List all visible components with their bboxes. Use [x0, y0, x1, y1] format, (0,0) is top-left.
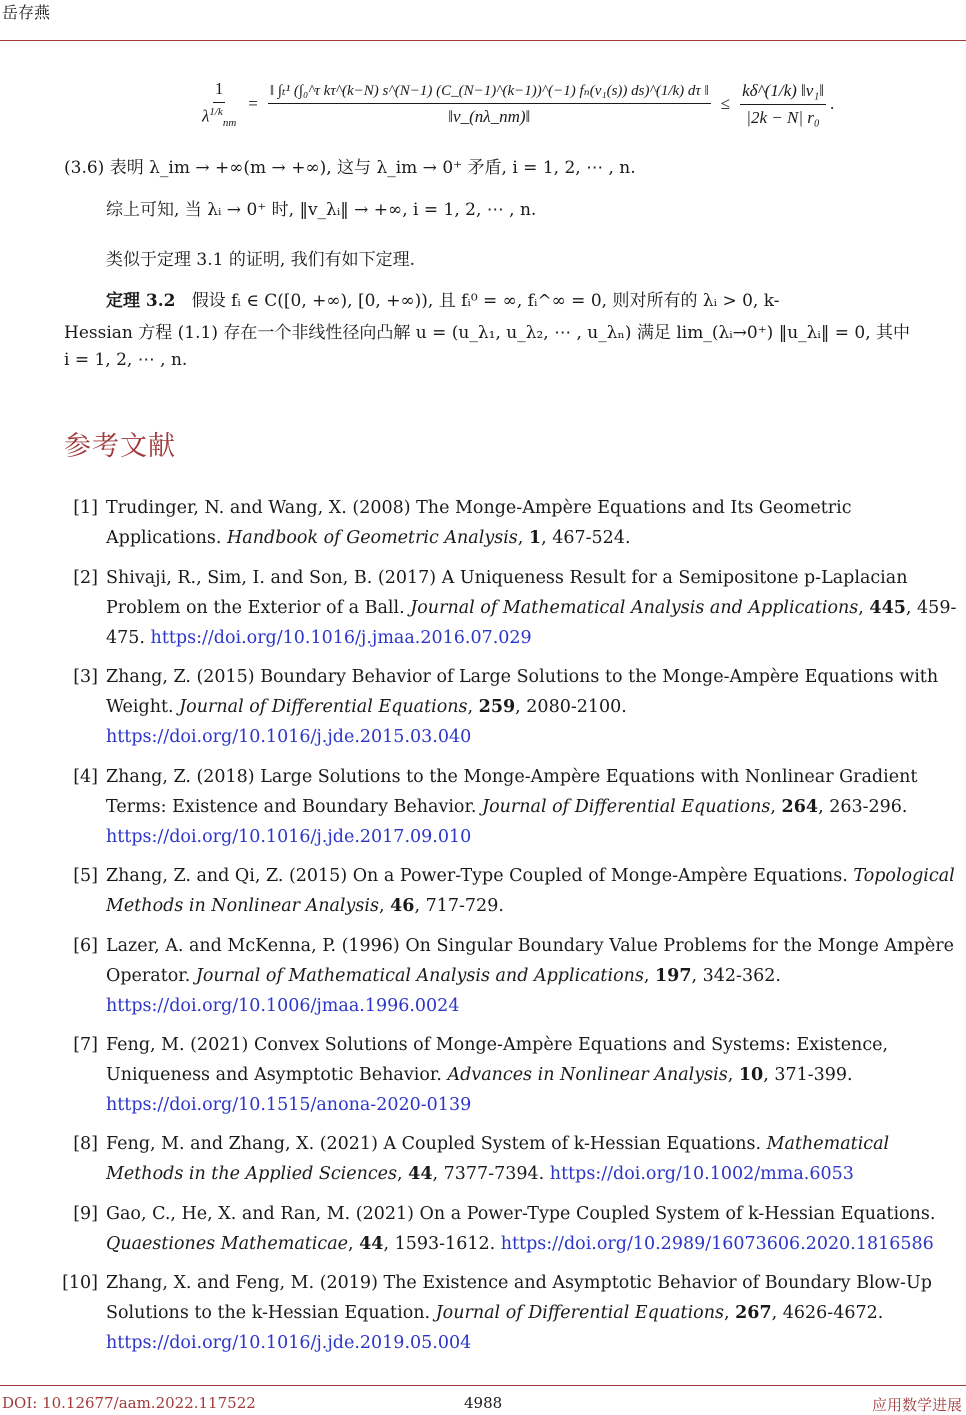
- reference-volume: 44: [408, 1164, 433, 1184]
- reference-body: Zhang, X. and Feng, M. (2019) The Existence and Asymptotic Behavior of Boundary Blow-Up Solutions to the k-Hessian Equation. Journal of Differential Equations, 267, 4626-4672. https://doi.org/10.1016/j.jde.2019.05.004: [106, 1273, 932, 1353]
- reference-pages: , 371-399.: [763, 1065, 853, 1085]
- references-heading: 参考文献: [64, 431, 176, 462]
- reference-authors-title: Feng, M. and Zhang, X. (2021) A Coupled System of k-Hessian Equations.: [106, 1134, 762, 1154]
- middle-denominator: ‖v_(nλ_nm)‖: [448, 107, 531, 126]
- reference-item: [60, 931, 964, 1021]
- summary-line: 综上可知, 当 λᵢ → 0⁺ 时, ‖v_λᵢ‖ → +∞, i = 1, 2, ⋯ , n.: [106, 200, 537, 220]
- reference-body: Trudinger, N. and Wang, X. (2008) The Monge-Ampère Equations and Its Geometric Applications. Handbook of Geometric Analysis, 1, 467-524.: [106, 498, 852, 548]
- header-divider: [0, 40, 966, 41]
- rhs-denominator: |2k − N| r₀: [746, 107, 820, 127]
- reference-volume: 197: [655, 966, 692, 986]
- reference-number: [1]: [73, 498, 98, 518]
- theorem-text-1: 假设 fᵢ ∈ C([0, +∞), [0, +∞)), 且 fᵢ⁰ = ∞, fᵢ^∞ = 0, 则对所有的 λᵢ > 0, k-: [191, 291, 780, 311]
- reference-journal: Journal of Mathematical Analysis and Applications: [195, 966, 644, 986]
- reference-doi-link[interactable]: https://doi.org/10.1002/mma.6053: [549, 1164, 854, 1184]
- reference-authors-title: Zhang, Z. (2015) Boundary Behavior of Large Solutions to the Monge-Ampère Equations with Weight.: [106, 667, 939, 717]
- lhs-lambda: λ: [202, 106, 210, 126]
- reference-journal: Advances in Nonlinear Analysis: [447, 1065, 728, 1085]
- reference-item: [60, 1199, 964, 1259]
- reference-journal: Journal of Differential Equations: [482, 797, 771, 817]
- reference-pages: , 7377-7394.: [432, 1164, 545, 1184]
- reference-body: Zhang, Z. (2015) Boundary Behavior of Large Solutions to the Monge-Ampère Equations with Weight. Journal of Differential Equations, 259, 2080-2100. https://doi.org/10.1016/j.jde.2015.03.040: [106, 667, 939, 747]
- rhs-fraction: [740, 81, 826, 128]
- reference-item: [60, 861, 964, 921]
- reference-journal: Handbook of Geometric Analysis: [227, 528, 518, 548]
- reference-journal: Quaestiones Mathematicae: [106, 1234, 348, 1254]
- lhs-numerator: 1: [213, 79, 226, 103]
- reference-doi-link[interactable]: https://doi.org/10.1016/j.jde.2017.09.010: [106, 827, 472, 847]
- lhs-subscript: nm: [222, 117, 237, 130]
- footer-divider: [0, 1385, 966, 1386]
- reference-number: [9]: [73, 1204, 98, 1224]
- equation-period: .: [830, 94, 835, 113]
- leq-sign: ≤: [720, 94, 731, 113]
- reference-pages: , 717-729.: [414, 896, 504, 916]
- reference-authors-title: Zhang, Z. and Qi, Z. (2015) On a Power-Type Coupled of Monge-Ampère Equations.: [106, 866, 848, 886]
- reference-number: [10]: [62, 1273, 98, 1293]
- lhs-exponent: 1/k: [209, 105, 223, 118]
- reference-authors-title: Gao, C., He, X. and Ran, M. (2021) On a Power-Type Coupled System of k-Hessian Equations.: [106, 1204, 936, 1224]
- reference-doi-link[interactable]: https://doi.org/10.1016/j.jde.2019.05.004: [106, 1333, 472, 1353]
- middle-numerator: ‖ ∫ₜ¹ (∫₀^τ kτ^(k−N) s^(N−1) (C_(N−1)^(k−1))^(−1) fₙ(v₁(s)) ds)^(1/k) dτ ‖: [268, 81, 711, 104]
- reference-journal: Journal of Differential Equations: [179, 697, 468, 717]
- reference-number: [5]: [73, 866, 98, 886]
- reference-authors-title: Lazer, A. and McKenna, P. (1996) On Singular Boundary Value Problems for the Monge Ampère Operator.: [106, 936, 954, 986]
- theorem-line-2: Hessian 方程 (1.1) 存在一个非线性径向凸解 u = (u_λ₁, u_λ₂, ⋯ , u_λₙ) 满足 lim_(λᵢ→0⁺) ‖u_λᵢ‖ = 0, 其中: [64, 323, 911, 343]
- reference-pages: , 2080-2100.: [515, 697, 627, 717]
- reference-body: Gao, C., He, X. and Ran, M. (2021) On a Power-Type Coupled System of k-Hessian Equations. Quaestiones Mathematicae, 44, 1593-1612. https://doi.org/10.2989/16073606.2020.1816586: [106, 1204, 936, 1254]
- reference-journal: Mathematical Methods in the Applied Sciences: [106, 1134, 890, 1184]
- lhs-denominator: [200, 103, 238, 129]
- conclusion-line: (3.6) 表明 λ_im → +∞(m → +∞), 这与 λ_im → 0⁺ 矛盾, i = 1, 2, ⋯ , n.: [64, 158, 636, 178]
- reference-pages: , 459-475.: [106, 598, 957, 648]
- running-header-author: 岳存燕: [2, 3, 51, 22]
- reference-body: Feng, M. and Zhang, X. (2021) A Coupled System of k-Hessian Equations. Mathematical Methods in the Applied Sciences, 44, 7377-7394. https://doi.org/10.1002/mma.6053: [106, 1134, 890, 1184]
- reference-item: [60, 662, 964, 752]
- reference-body: Zhang, Z. (2018) Large Solutions to the Monge-Ampère Equations with Nonlinear Gradient Terms: Existence and Boundary Behavior. Journal of Differential Equations, 264, 263-296. https://doi.org/10.1016/j.jde.2017.09.010: [106, 767, 918, 847]
- middle-fraction: [268, 81, 711, 127]
- reference-volume: 46: [390, 896, 415, 916]
- reference-pages: , 4626-4672.: [771, 1303, 884, 1323]
- reference-volume: 445: [869, 598, 906, 618]
- reference-number: [4]: [73, 767, 98, 787]
- reference-number: [3]: [73, 667, 98, 687]
- reference-pages: , 263-296.: [818, 797, 908, 817]
- reference-volume: 267: [735, 1303, 772, 1323]
- reference-doi-link[interactable]: https://doi.org/10.1006/jmaa.1996.0024: [106, 996, 460, 1016]
- reference-body: Shivaji, R., Sim, I. and Son, B. (2017) A Uniqueness Result for a Semipositone p-Laplacian Problem on the Exterior of a Ball. Journal of Mathematical Analysis and Applications, 445, 459-475. https://doi.org/10.1016/j.jmaa.2016.07.029: [106, 568, 957, 648]
- reference-journal: Journal of Mathematical Analysis and Applications: [410, 598, 859, 618]
- reference-item: [60, 563, 964, 653]
- theorem-line-3: i = 1, 2, ⋯ , n.: [64, 350, 188, 370]
- reference-number: [2]: [73, 568, 98, 588]
- reference-item: [60, 493, 964, 553]
- reference-authors-title: Zhang, X. and Feng, M. (2019) The Existence and Asymptotic Behavior of Boundary Blow-Up Solutions to the k-Hessian Equation.: [106, 1273, 932, 1323]
- footer-doi: DOI: 10.12677/aam.2022.117522: [2, 1394, 256, 1412]
- reference-authors-title: Trudinger, N. and Wang, X. (2008) The Monge-Ampère Equations and Its Geometric Applications.: [106, 498, 852, 548]
- reference-item: [60, 762, 964, 852]
- reference-volume: 44: [359, 1234, 384, 1254]
- reference-journal: Topological Methods in Nonlinear Analysis: [106, 866, 955, 916]
- lhs-fraction: [200, 79, 238, 129]
- footer-journal-name: 应用数学进展: [871, 1396, 962, 1414]
- reference-doi-link[interactable]: https://doi.org/10.1016/j.jmaa.2016.07.029: [150, 628, 532, 648]
- reference-pages: , 467-524.: [541, 528, 631, 548]
- reference-authors-title: Feng, M. (2021) Convex Solutions of Monge-Ampère Equations and Systems: Existence, Uniqueness and Asymptotic Behavior.: [106, 1035, 889, 1085]
- reference-pages: , 1593-1612.: [383, 1234, 496, 1254]
- reference-item: [60, 1030, 964, 1120]
- reference-volume: 264: [781, 797, 819, 817]
- footer-page-number: 4988: [464, 1394, 503, 1412]
- reference-volume: 1: [528, 528, 542, 548]
- display-equation: [196, 68, 834, 140]
- reference-item: [60, 1129, 964, 1189]
- transition-line: 类似于定理 3.1 的证明, 我们有如下定理.: [106, 250, 416, 270]
- reference-doi-link[interactable]: https://doi.org/10.1515/anona-2020-0139: [106, 1095, 472, 1115]
- reference-authors-title: Zhang, Z. (2018) Large Solutions to the Monge-Ampère Equations with Nonlinear Gradient Terms: Existence and Boundary Behavior.: [106, 767, 918, 817]
- equals-sign: =: [248, 94, 258, 113]
- reference-body: Feng, M. (2021) Convex Solutions of Monge-Ampère Equations and Systems: Existence, Uniqueness and Asymptotic Behavior. Advances in Nonlinear Analysis, 10, 371-399. https://doi.org/10.1515/anona-2020-0139: [106, 1035, 889, 1115]
- theorem-line-1: [106, 286, 779, 311]
- reference-doi-link[interactable]: https://doi.org/10.2989/16073606.2020.1816586: [500, 1234, 934, 1254]
- rhs-numerator: kδ^(1/k) ‖v₁‖: [740, 81, 826, 105]
- reference-pages: , 342-362.: [691, 966, 781, 986]
- reference-number: [7]: [73, 1035, 98, 1055]
- reference-journal: Journal of Differential Equations: [435, 1303, 724, 1323]
- reference-doi-link[interactable]: https://doi.org/10.1016/j.jde.2015.03.040: [106, 727, 472, 747]
- reference-volume: 259: [478, 697, 516, 717]
- reference-item: [60, 1268, 964, 1358]
- reference-authors-title: Shivaji, R., Sim, I. and Son, B. (2017) A Uniqueness Result for a Semipositone p-Laplacian Problem on the Exterior of a Ball.: [106, 568, 908, 618]
- theorem-label: 定理 3.2: [106, 291, 176, 311]
- reference-body: Lazer, A. and McKenna, P. (1996) On Singular Boundary Value Problems for the Monge Ampère Operator. Journal of Mathematical Analysis and Applications, 197, 342-362. https://doi.org/10.1006/jmaa.1996.0024: [106, 936, 954, 1016]
- reference-body: Zhang, Z. and Qi, Z. (2015) On a Power-Type Coupled of Monge-Ampère Equations. Topological Methods in Nonlinear Analysis, 46, 717-729.: [106, 866, 955, 916]
- reference-number: [8]: [73, 1134, 98, 1154]
- reference-number: [6]: [73, 936, 98, 956]
- reference-volume: 10: [738, 1065, 764, 1085]
